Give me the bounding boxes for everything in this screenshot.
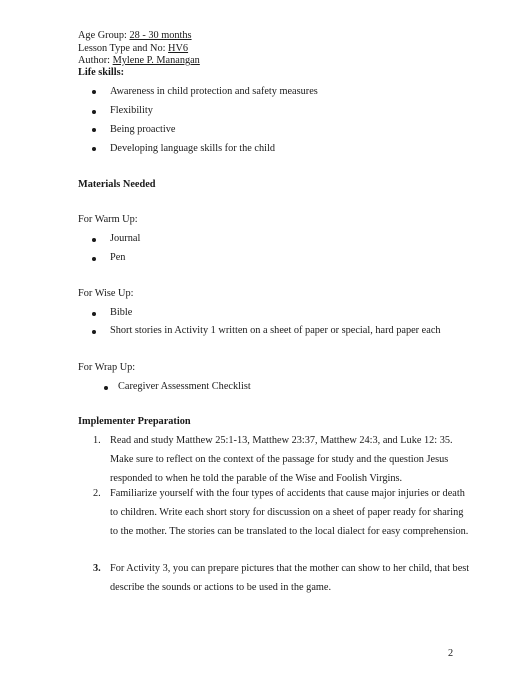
lesson-label: Lesson Type and No:: [78, 43, 169, 54]
warm-up-label: For Warm Up:: [78, 214, 138, 225]
wrap-up-label: For Wrap Up:: [78, 362, 136, 373]
bullet-icon: [92, 128, 96, 132]
bullet-icon: [92, 110, 96, 114]
life-skill-item: Being proactive: [110, 124, 176, 135]
wise-up-label: For Wise Up:: [78, 288, 134, 299]
bullet-icon: [92, 330, 96, 334]
warm-up-item: Pen: [110, 252, 126, 263]
bullet-icon: [92, 312, 96, 316]
bullet-icon: [92, 90, 96, 94]
wise-up-item: Short stories in Activity 1 written on a sheet of paper or special, hard paper each: [110, 325, 441, 336]
lesson-line: [78, 43, 188, 55]
wise-up-item: Bible: [110, 307, 133, 318]
page-number: 2: [448, 648, 454, 659]
step-text: Familiarize yourself with the four types of accidents that cause major injuries or death to children. Write each short story for discussion on a sheet of paper ready for sharing to the mother. The stories can be translated to the local dialect for easy comprehension.: [110, 488, 469, 537]
step-number: 1.: [93, 435, 101, 446]
lesson-value: HV6: [168, 43, 189, 54]
preparation-heading: Implementer Preparation: [78, 416, 191, 427]
step-number: 3.: [93, 563, 101, 574]
life-skill-item: Awareness in child protection and safety measures: [110, 86, 318, 97]
age-group-line: [78, 30, 192, 42]
life-skill-item: Developing language skills for the child: [110, 143, 275, 154]
step-number: 2.: [93, 488, 101, 499]
step-text: Read and study Matthew 25:1-13, Matthew 23:37, Matthew 24:3, and Luke 12: 35. Make sure to reflect on the context of the passage for study and the question Jesus responded to when he told the parable of the Wise and Foolish Virgins.: [110, 435, 453, 484]
wrap-up-item: Caregiver Assessment Checklist: [118, 381, 251, 392]
author-line: [78, 55, 200, 67]
materials-heading: Materials Needed: [78, 179, 156, 190]
warm-up-item: Journal: [110, 233, 141, 244]
age-group-label: Age Group:: [78, 30, 130, 41]
author-label: Author:: [78, 55, 113, 66]
step-text: For Activity 3, you can prepare pictures that the mother can show to her child, that best describe the sounds or actions to be used in the game.: [110, 563, 470, 593]
life-skills-heading: Life skills:: [78, 67, 125, 78]
bullet-icon: [92, 238, 96, 242]
age-group-value: 28 - 30 months: [129, 30, 192, 41]
bullet-icon: [92, 257, 96, 261]
bullet-icon: [92, 147, 96, 151]
life-skill-item: Flexibility: [110, 105, 153, 116]
bullet-icon: [104, 386, 108, 390]
author-value: Mylene P. Manangan: [112, 55, 200, 66]
